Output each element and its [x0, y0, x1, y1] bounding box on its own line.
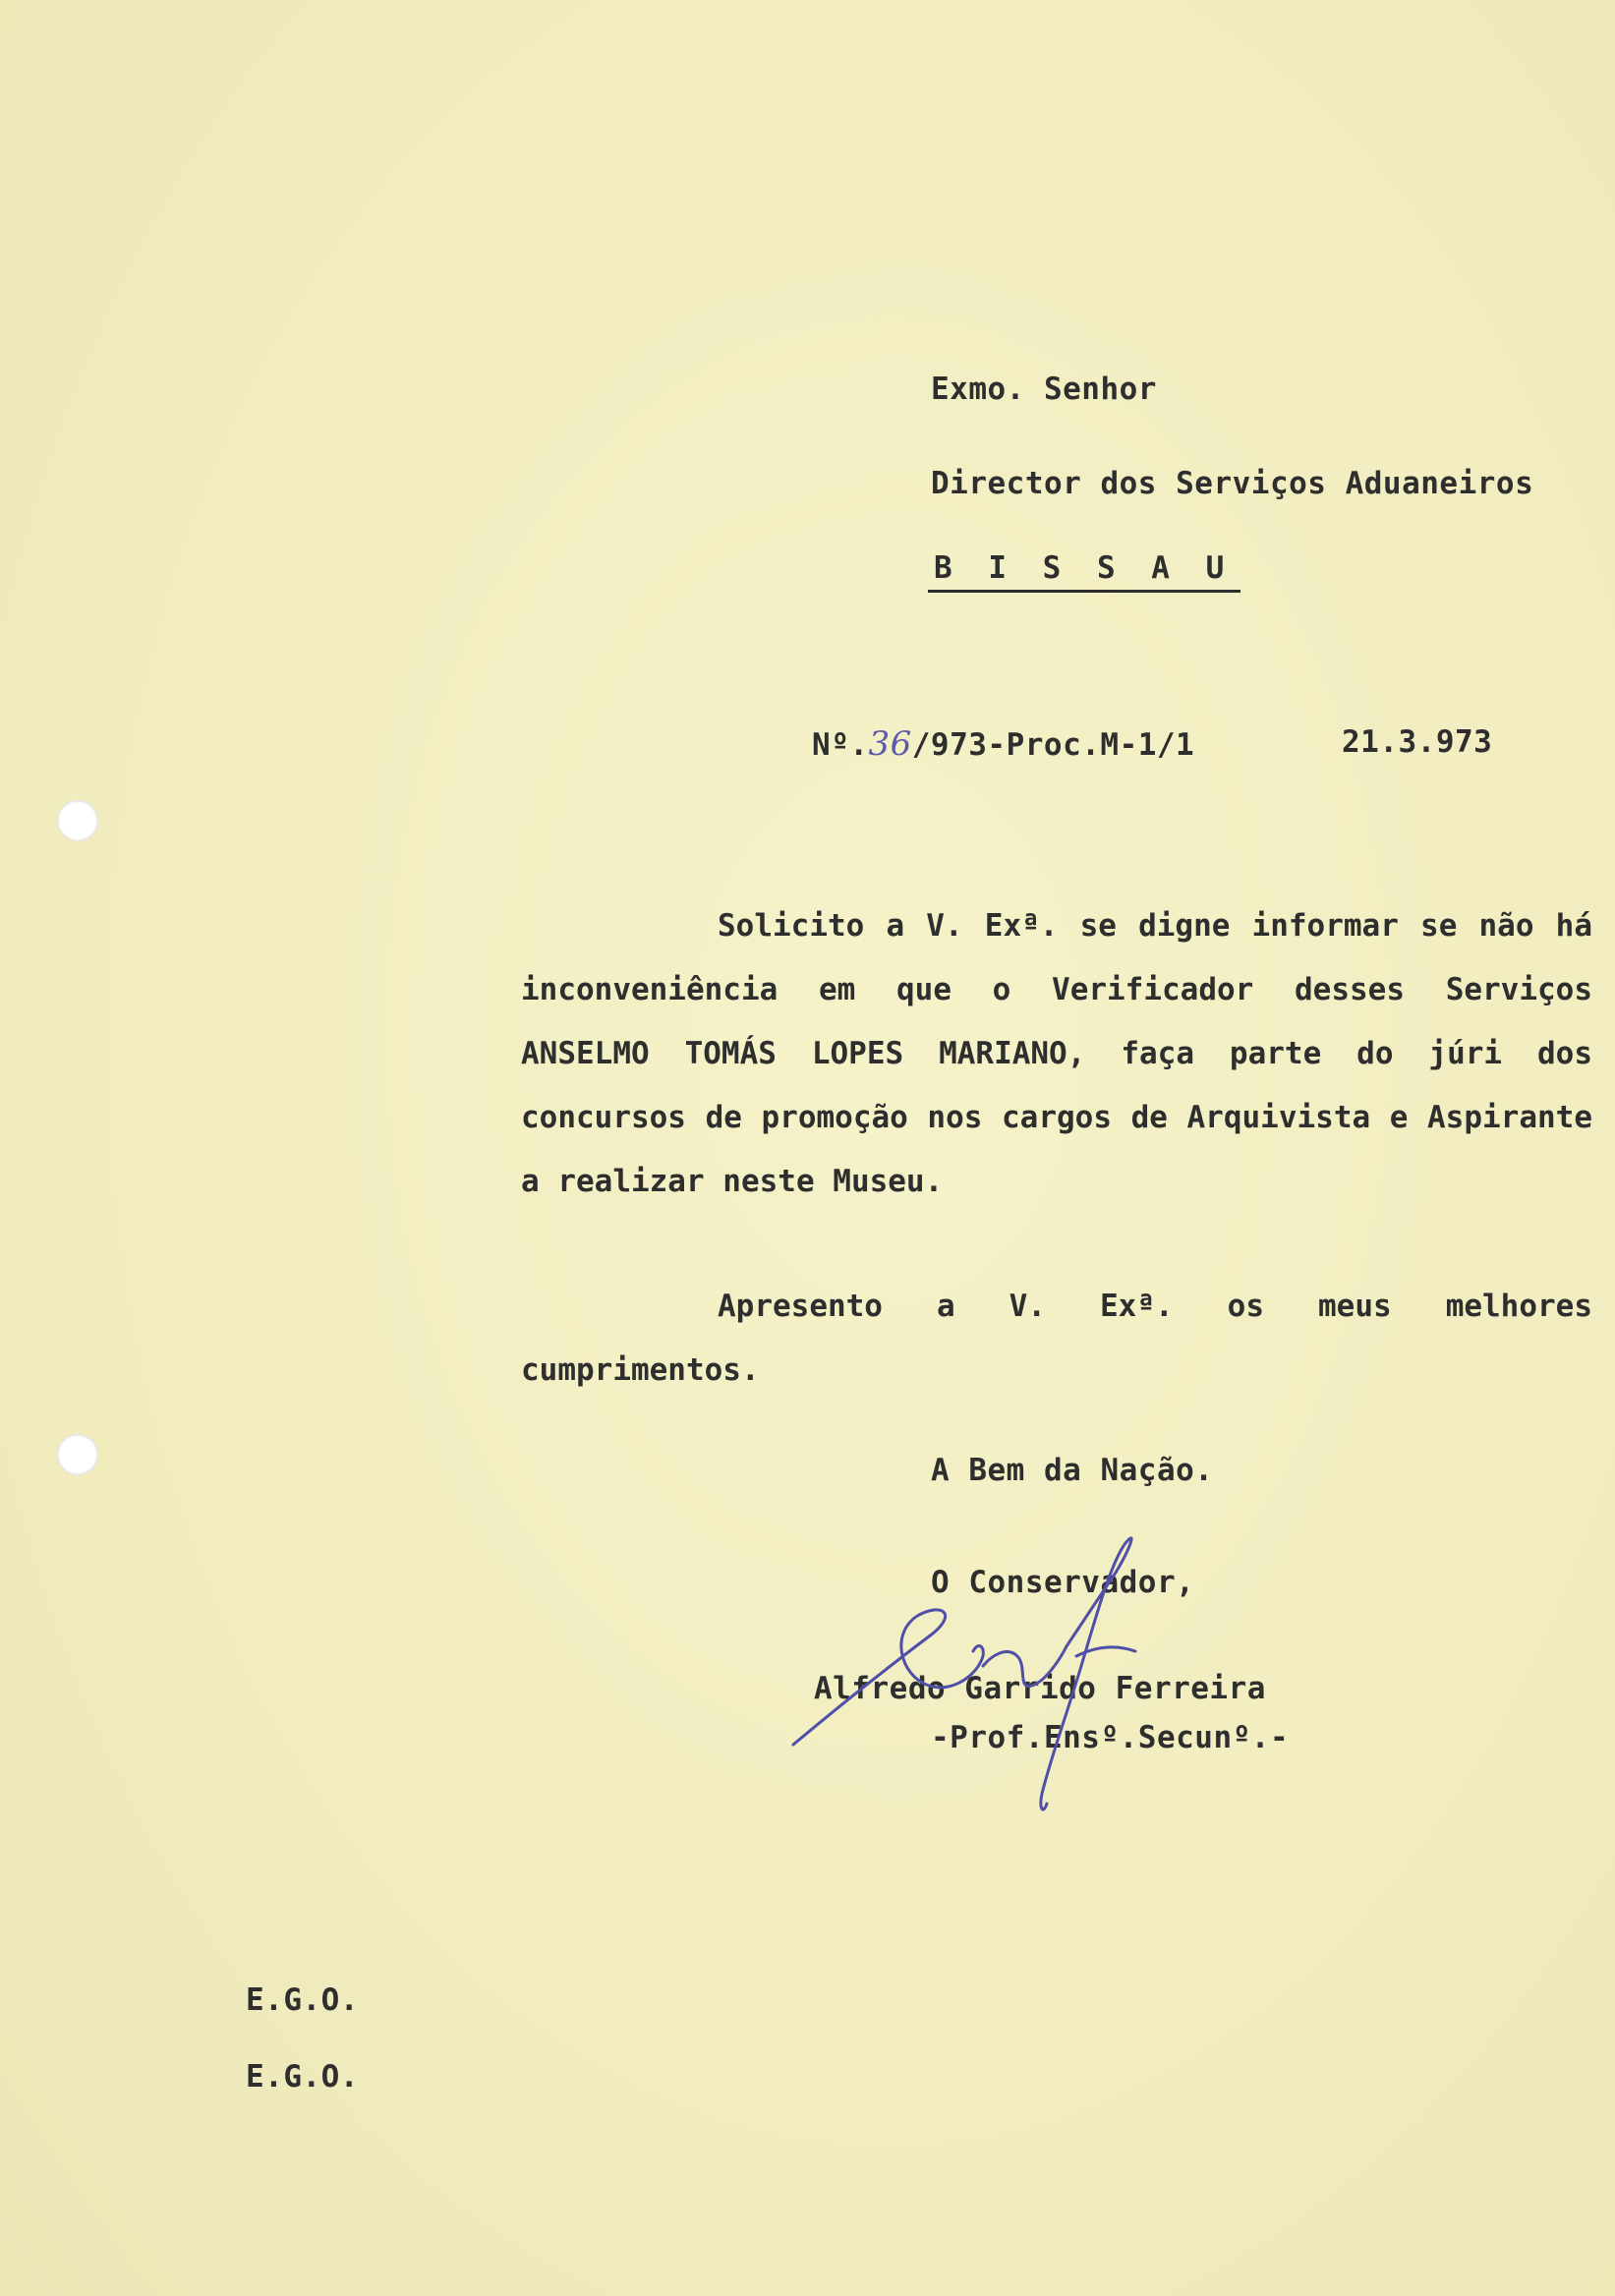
handwritten-signature	[781, 1509, 1332, 1823]
signatory-name: Alfredo Garrido Ferreira	[814, 1671, 1266, 1706]
recipient-city: B I S S A U	[928, 550, 1240, 593]
reference-number	[812, 724, 1194, 764]
body-paragraph-2: Apresento a V. Exª. os meus melhores cumprimentos.	[521, 1289, 1592, 1388]
signatory-credentials: -Prof.Ensº.Secunº.-	[931, 1720, 1290, 1755]
reference-date: 21.3.973	[1342, 724, 1493, 760]
punch-hole-top	[57, 800, 98, 841]
recipient-office: Director dos Serviços Aduaneiros	[931, 466, 1534, 501]
body-paragraph-1: Solicito a V. Exª. se digne informar se não há inconveniência em que o Verificador desses Serviços ANSELMO TOMÁS LOPES MARIANO, faça parte do júri dos concursos de promoção nos cargos de Arquivista e Aspirante a realizar neste Museu.	[521, 908, 1592, 1199]
closing-phrase: A Bem da Nação.	[931, 1453, 1214, 1488]
signatory-title: O Conservador,	[931, 1565, 1195, 1600]
reference-handwritten-number: 36	[868, 724, 912, 764]
punch-hole-bottom	[57, 1434, 98, 1475]
recipient-salutation: Exmo. Senhor	[931, 372, 1157, 407]
footer-initials-1: E.G.O.	[246, 1982, 359, 2018]
reference-prefix: Nº.	[812, 727, 869, 763]
footer-initials-2: E.G.O.	[246, 2059, 359, 2095]
reference-suffix: /973-Proc.M-1/1	[911, 727, 1195, 763]
